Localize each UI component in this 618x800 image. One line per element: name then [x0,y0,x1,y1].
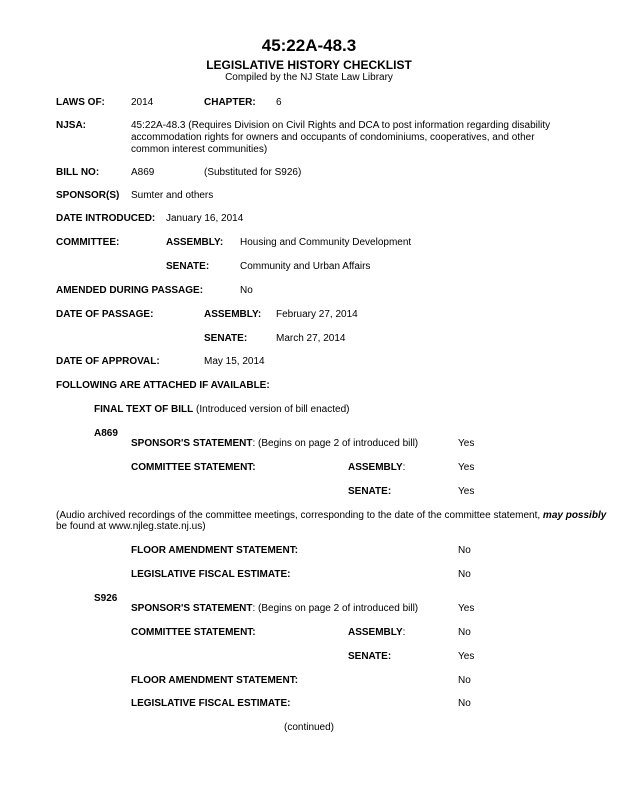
s926-fiscal-label: LEGISLATIVE FISCAL ESTIMATE: [131,698,291,709]
bill-no-note: (Substituted for S926) [204,167,302,178]
a869-committee-label: COMMITTEE STATEMENT: [131,462,256,473]
audio-note-emphasis: may possibly [542,510,607,521]
a869-senate-label: SENATE: [348,486,392,497]
s926-floor-value: No [458,675,471,686]
s926-sponsor-value: Yes [458,603,475,614]
a869-bill-label: A869 [94,428,118,439]
bill-no-value: A869 [131,167,155,178]
s926-assembly-label: ASSEMBLY [348,627,403,638]
attached-heading: FOLLOWING ARE ATTACHED IF AVAILABLE: [56,380,270,391]
final-text-note: (Introduced version of bill enacted) [193,404,350,415]
s926-assembly [348,627,405,639]
amended-label: AMENDED DURING PASSAGE: [56,285,204,296]
committee-senate-label: SENATE: [166,261,210,272]
sponsor-value: Sumter and others [131,190,214,201]
a869-sponsor-label: SPONSOR'S STATEMENT [131,438,253,449]
s926-sponsor-statement [131,603,418,615]
s926-senate-label: SENATE: [348,651,392,662]
s926-floor-label: FLOOR AMENDMENT STATEMENT: [131,675,299,686]
statute-title: 45:22A-48.3 [261,36,357,55]
date-introduced-label: DATE INTRODUCED: [56,213,156,224]
committee-assembly-value: Housing and Community Development [240,237,412,248]
committee-assembly-label: ASSEMBLY: [166,237,224,248]
s926-senate-value: Yes [458,651,475,662]
s926-assembly-value: No [458,627,471,638]
date-passage-label: DATE OF PASSAGE: [56,309,154,320]
a869-senate-value: Yes [458,486,475,497]
document-title: LEGISLATIVE HISTORY CHECKLIST [206,58,412,72]
s926-fiscal-value: No [458,698,471,709]
a869-sponsor-note: : (Begins on page 2 of introduced bill) [252,438,419,449]
chapter-label: CHAPTER: [204,97,256,108]
amended-value: No [240,285,253,296]
a869-assembly [348,462,405,474]
s926-committee-label: COMMITTEE STATEMENT: [131,627,256,638]
s926-assembly-colon: : [402,627,406,638]
a869-sponsor-value: Yes [458,438,475,449]
a869-floor-label: FLOOR AMENDMENT STATEMENT: [131,545,299,556]
bill-no-label: BILL NO: [56,167,100,178]
compiled-by: Compiled by the NJ State Law Library [225,72,393,83]
s926-sponsor-note: : (Begins on page 2 of introduced bill) [252,603,419,614]
sponsor-label: SPONSOR(S) [56,190,120,201]
passage-assembly-label: ASSEMBLY: [204,309,262,320]
committee-label: COMMITTEE: [56,237,120,248]
passage-senate-value: March 27, 2014 [276,333,346,344]
final-text-label: FINAL TEXT OF BILL [94,404,194,415]
passage-assembly-value: February 27, 2014 [276,309,358,320]
a869-assembly-colon: : [402,462,406,473]
a869-assembly-value: Yes [458,462,475,473]
passage-senate-label: SENATE: [204,333,248,344]
njsa-label: NJSA: [56,120,87,131]
a869-assembly-label: ASSEMBLY [348,462,403,473]
audio-note-line-2: be found at www.njleg.state.nj.us) [56,521,206,532]
date-approval-label: DATE OF APPROVAL: [56,356,160,367]
committee-senate-value: Community and Urban Affairs [240,261,371,272]
date-introduced-value: January 16, 2014 [166,213,244,224]
njsa-value: 45:22A-48.3 (Requires Division on Civil Rights and DCA to post information regarding disability accommodation rights for owners and occupants of condominiums, cooperatives, and other common interest communities) [131,120,551,155]
laws-of-value: 2014 [131,97,154,108]
s926-sponsor-label: SPONSOR'S STATEMENT [131,603,253,614]
audio-note-text: (Audio archived recordings of the committee meetings, corresponding to the date of the committee statement, [56,510,543,521]
a869-fiscal-value: No [458,569,471,580]
continued-note: (continued) [283,722,335,733]
a869-sponsor-statement [131,438,418,450]
a869-floor-value: No [458,545,471,556]
final-text-line [94,404,349,416]
chapter-value: 6 [276,97,282,108]
date-approval-value: May 15, 2014 [204,356,265,367]
s926-bill-label: S926 [94,593,118,604]
a869-fiscal-label: LEGISLATIVE FISCAL ESTIMATE: [131,569,291,580]
laws-of-label: LAWS OF: [56,97,105,108]
